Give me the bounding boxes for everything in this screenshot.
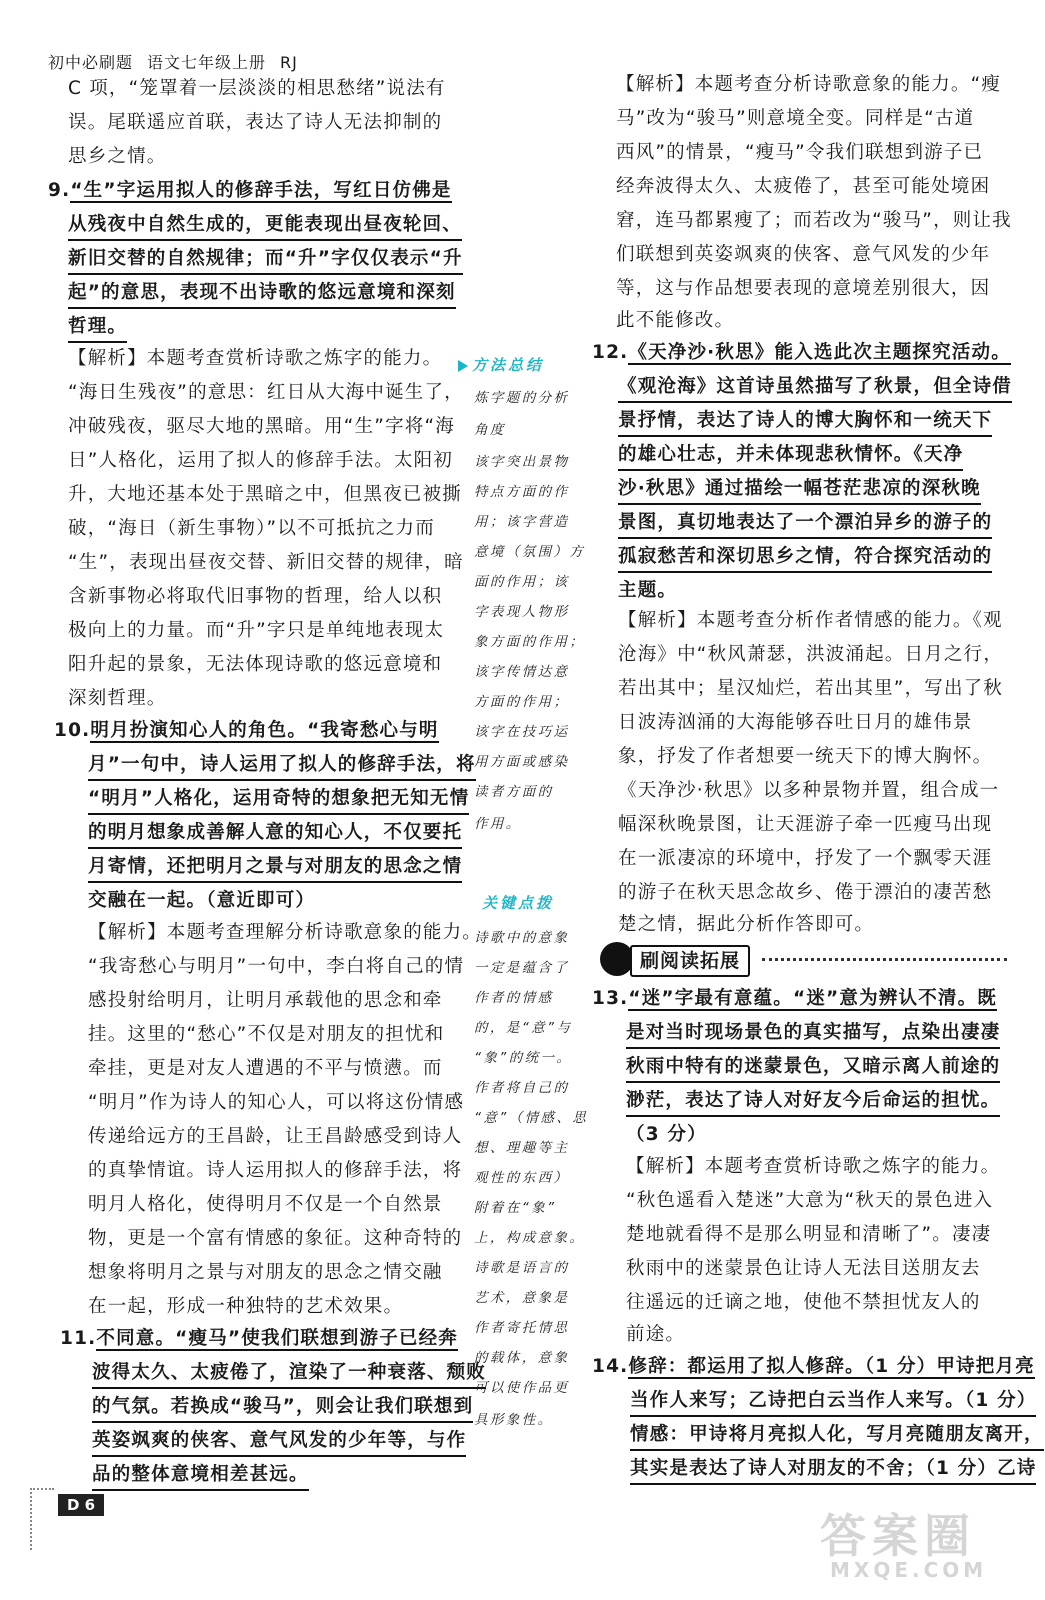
side-note-line: 作者寄托情思 [474, 1320, 570, 1336]
analysis-line: “海日生残夜”的意思：红日从大海中诞生了， [68, 382, 464, 403]
answer-line: 品的整体意境相差甚远。 [92, 1462, 309, 1491]
key-point-title: 关键点拨 [482, 894, 555, 912]
analysis-line: 想象将明月之景与对朋友的思念之情交融 [88, 1262, 443, 1283]
section-title: 刷阅读拓展 [630, 945, 750, 977]
side-note-line: 用方面或感染 [474, 754, 570, 770]
answer-line: 《观沧海》这首诗虽然描写了秋景，但全诗借 [618, 374, 1012, 403]
side-note-line: 方面的作用； [474, 694, 570, 710]
analysis-line: 们联想到英姿飒爽的侠客、意气风发的少年 [616, 244, 991, 265]
book-title: 语文七年级上册 [147, 53, 267, 72]
answer-line: 《天净沙·秋思》能入选此次主题探究活动。 [628, 342, 1011, 363]
analysis-line: “秋色遥看入楚迷”大意为“秋天的景色进入 [626, 1190, 994, 1211]
side-note-line: “象”的统一。 [474, 1050, 573, 1066]
side-note-line: 的，是“意”与 [474, 1020, 573, 1036]
analysis-line: 《天净沙·秋思》以多种景物并置，组合成一 [618, 780, 1000, 801]
answer-line: 当作人来写；乙诗把白云当作人来写。（1 分） [630, 1388, 1036, 1417]
method-summary-title: 方法总结 [458, 354, 544, 375]
text-line: C 项，“笼罩着一层淡淡的相思愁绪”说法有 [68, 78, 446, 99]
question-12-answer [592, 340, 1011, 366]
analysis-line: 沧海》中“秋风萧瑟，洪波涌起。日月之行， [618, 644, 1004, 665]
analysis-line: 窘，连马都累瘦了；而若改为“骏马”，则让我 [616, 210, 1012, 231]
answer-line: 英姿飒爽的侠客、意气风发的少年等，与作 [92, 1428, 466, 1457]
book-badge-icon [600, 942, 634, 976]
side-note-line: 意境（氛围）方 [474, 544, 586, 560]
page-number: D 6 [58, 1494, 104, 1516]
analysis-line: 在一派凄凉的环境中，抒发了一个飘零天涯 [618, 848, 993, 869]
answer-line: 修辞：都运用了拟人修辞。（1 分）甲诗把月亮 [628, 1356, 1035, 1377]
side-note-line: 作者的情感 [474, 990, 554, 1006]
answer-line: 沙·秋思》通过描绘一幅苍茫悲凉的深秋晚 [618, 476, 981, 505]
dotted-divider [762, 958, 1007, 961]
analysis-line: 在一起，形成一种独特的艺术效果。 [88, 1296, 404, 1317]
answer-line: 月”一句中，诗人运用了拟人的修辞手法，将 [88, 752, 476, 781]
answer-line: 景图，真切地表达了一个漂泊异乡的游子的 [618, 510, 992, 539]
answer-line: 的雄心壮志，并未体现悲秋情怀。《天净 [618, 442, 963, 471]
question-number: 9. [48, 180, 71, 201]
answer-line: 哲理。 [68, 314, 127, 343]
analysis-line: 往遥远的迁谪之地，使他不禁担忧友人的 [626, 1292, 981, 1313]
answer-line: 明月扮演知心人的角色。“我寄愁心与明 [90, 720, 439, 741]
answer-line: 景抒情，表达了诗人的博大胸怀和一统天下 [618, 408, 992, 437]
side-note-line: 诗歌是语言的 [474, 1260, 570, 1276]
question-number: 13. [592, 988, 629, 1009]
analysis-line: 秋雨中的迷蒙景色让诗人无法目送朋友去 [626, 1258, 981, 1279]
text-line: 误。尾联遥应首联，表达了诗人无法抑制的 [68, 112, 443, 133]
text-line: 思乡之情。 [68, 146, 167, 167]
question-number: 10. [54, 720, 91, 741]
answer-line: 其实是表达了诗人对朋友的不舍；（1 分）乙诗 [630, 1456, 1036, 1485]
analysis-line: 马”改为“骏马”则意境全变。同样是“古道 [616, 108, 975, 129]
side-note-line: 艺术，意象是 [474, 1290, 570, 1306]
corner-mark [30, 1488, 54, 1550]
analysis-line: 含新事物必将取代旧事物的哲理，给人以积 [68, 586, 443, 607]
side-note-line: 炼字题的分析 [474, 390, 570, 406]
analysis-line: 冲破残夜，驱尽大地的黑暗。用“生”字将“海 [68, 416, 455, 437]
analysis-line: “明月”作为诗人的知心人，可以将这份情感 [88, 1092, 465, 1113]
side-note-line: 想、理趣等主 [474, 1140, 570, 1156]
analysis-line: 【解析】本题考查分析诗歌意象的能力。“瘦 [616, 74, 1002, 95]
analysis-line: 西风”的情景，“瘦马”令我们联想到游子已 [616, 142, 984, 163]
analysis-line: 牵挂，更是对友人遭遇的不平与愤懑。而 [88, 1058, 443, 1079]
side-note-line: 可以使作品更 [474, 1380, 570, 1396]
analysis-line: 物，更是一个富有情感的象征。这种奇特的 [88, 1228, 463, 1249]
answer-line: 的气氛。若换成“骏马”，则会让我们联想到 [92, 1394, 473, 1423]
analysis-line: 的游子在秋天思念故乡、倦于漂泊的凄苦愁 [618, 882, 993, 903]
analysis-line: 破，“海日（新生事物）”以不可抵抗之力而 [68, 518, 435, 539]
analysis-line: 楚之情，据此分析作答即可。 [618, 914, 875, 935]
analysis-line: 等，这与作品想要表现的意境差别很大，因 [616, 278, 991, 299]
side-note-line: 一定是蕴含了 [474, 960, 570, 976]
answer-line: （3 分） [626, 1124, 707, 1145]
question-9-answer [48, 178, 452, 204]
side-note-line: 作者将自己的 [474, 1080, 570, 1096]
analysis-line: 明月人格化，使得明月不仅是一个自然景 [88, 1194, 443, 1215]
watermark [800, 1500, 1010, 1590]
side-note-line: 附着在“象” [474, 1200, 557, 1216]
analysis-line: 日波涛汹涌的大海能够吞吐日月的雄伟景 [618, 712, 973, 733]
answer-line: 主题。 [618, 580, 678, 601]
answer-line: 交融在一起。（意近即可） [88, 890, 316, 911]
answer-line: “明月”人格化，运用奇特的想象把无知无情 [88, 786, 469, 815]
analysis-line: “我寄愁心与明月”一句中，李白将自己的情 [88, 956, 465, 977]
answer-line: 新旧交替的自然规律；而“升”字仅仅表示“升 [68, 246, 463, 275]
analysis-line: 【解析】本题考查分析作者情感的能力。《观 [618, 610, 1003, 631]
analysis-line: 挂。这里的“愁心”不仅是对朋友的担忧和 [88, 1024, 445, 1045]
side-note-line: 用；该字营造 [474, 514, 570, 530]
analysis-line: 升，大地还基本处于黑暗之中，但黑夜已被撕 [68, 484, 463, 505]
side-note-line: 该字在技巧运 [474, 724, 570, 740]
answer-line: 的明月想象成善解人意的知心人，不仅要托 [88, 820, 462, 849]
question-number: 14. [592, 1356, 629, 1377]
analysis-line: 此不能修改。 [616, 310, 735, 331]
answer-line: 是对当时现场景色的真实描写，点染出凄凄 [626, 1020, 1000, 1049]
watermark-logo: 答案圈 [820, 1509, 976, 1563]
side-note-line: 的载体，意象 [474, 1350, 570, 1366]
analysis-line: 日”人格化，运用了拟人的修辞手法。太阳初 [68, 450, 454, 471]
analysis-line: 深刻哲理。 [68, 688, 167, 709]
analysis-line: 传递给远方的王昌龄，让王昌龄感受到诗人 [88, 1126, 463, 1147]
side-note-line: 该字突出景物 [474, 454, 570, 470]
question-13-answer [592, 986, 997, 1012]
watermark-url: MXQE.COM [830, 1558, 988, 1582]
side-note-line: 该字传情达意 [474, 664, 570, 680]
page-header [48, 50, 298, 73]
answer-line: 起”的意思，表现不出诗歌的悠远意境和深刻 [68, 280, 456, 309]
answer-line: 渺茫，表达了诗人对好友今后命运的担忧。 [626, 1088, 1000, 1117]
analysis-line: “生”，表现出昼夜交替、新旧交替的规律，暗 [68, 552, 464, 573]
side-note-line: “意”（情感、思 [474, 1110, 589, 1126]
side-note-line: 角度 [474, 422, 506, 438]
side-note-line: 观性的东西） [474, 1170, 570, 1186]
analysis-line: 阳升起的景象，无法体现诗歌的悠远意境和 [68, 654, 443, 675]
answer-line: 波得太久、太疲倦了，渲染了一种衰落、颓败 [92, 1360, 486, 1389]
question-10-answer [54, 718, 439, 744]
answer-line: 情感：甲诗将月亮拟人化，写月亮随朋友离开， [630, 1422, 1044, 1451]
analysis-line: 幅深秋晚景图，让天涯游子牵一匹瘦马出现 [618, 814, 993, 835]
section-banner [600, 942, 1010, 978]
analysis-line: 经奔波得太久、太疲倦了，甚至可能处境困 [616, 176, 991, 197]
analysis-line: 【解析】本题考查理解分析诗歌意象的能力。 [88, 922, 483, 943]
analysis-line: 象，抒发了作者想要一统天下的博大胸怀。 [618, 746, 993, 767]
side-note-line: 特点方面的作 [474, 484, 570, 500]
analysis-line: 的真挚情谊。诗人运用拟人的修辞手法，将 [88, 1160, 463, 1181]
analysis-line: 【解析】本题考查赏析诗歌之炼字的能力。 [68, 348, 443, 369]
side-note-line: 面的作用；该 [474, 574, 570, 590]
question-11-answer [60, 1326, 458, 1352]
answer-line: 孤寂愁苦和深切思乡之情，符合探究活动的 [618, 544, 992, 573]
answer-line: 月寄情，还把明月之景与对朋友的思念之情 [88, 854, 462, 883]
analysis-line: 若出其中；星汉灿烂，若出其里”，写出了秋 [618, 678, 1004, 699]
answer-line: “迷”字最有意蕴。“迷”意为辨认不清。既 [628, 988, 998, 1009]
side-note-line: 诗歌中的意象 [474, 930, 570, 946]
answer-line: “生”字运用拟人的修辞手法，写红日仿佛是 [70, 180, 452, 201]
question-14-answer [592, 1354, 1035, 1380]
triangle-marker-icon [458, 360, 468, 372]
side-note-line: 作用。 [474, 816, 522, 832]
analysis-line: 感投射给明月，让明月承载他的思念和牵 [88, 990, 443, 1011]
side-note-line: 读者方面的 [474, 784, 554, 800]
answer-line: 秋雨中特有的迷蒙景色，又暗示离人前途的 [626, 1054, 1000, 1083]
side-note-line: 象方面的作用； [474, 634, 586, 650]
analysis-line: 楚地就看得不是那么明显和清晰了”。凄凄 [626, 1224, 992, 1245]
answer-line: 不同意。“瘦马”使我们联想到游子已经奔 [96, 1328, 458, 1349]
analysis-line: 前途。 [626, 1324, 686, 1345]
analysis-line: 【解析】本题考查赏析诗歌之炼字的能力。 [626, 1156, 1001, 1177]
question-number: 11. [60, 1328, 97, 1349]
analysis-line: 极向上的力量。而“升”字只是单纯地表现太 [68, 620, 445, 641]
side-note-line: 具形象性。 [474, 1412, 554, 1428]
question-number: 12. [592, 342, 629, 363]
series-title: 初中必刷题 [48, 53, 134, 72]
answer-line: 从残夜中自然生成的，更能表现出昼夜轮回、 [68, 212, 462, 241]
side-note-line: 字表现人物形 [474, 604, 570, 620]
edition-code: RJ [280, 53, 298, 72]
side-note-line: 上，构成意象。 [474, 1230, 586, 1246]
